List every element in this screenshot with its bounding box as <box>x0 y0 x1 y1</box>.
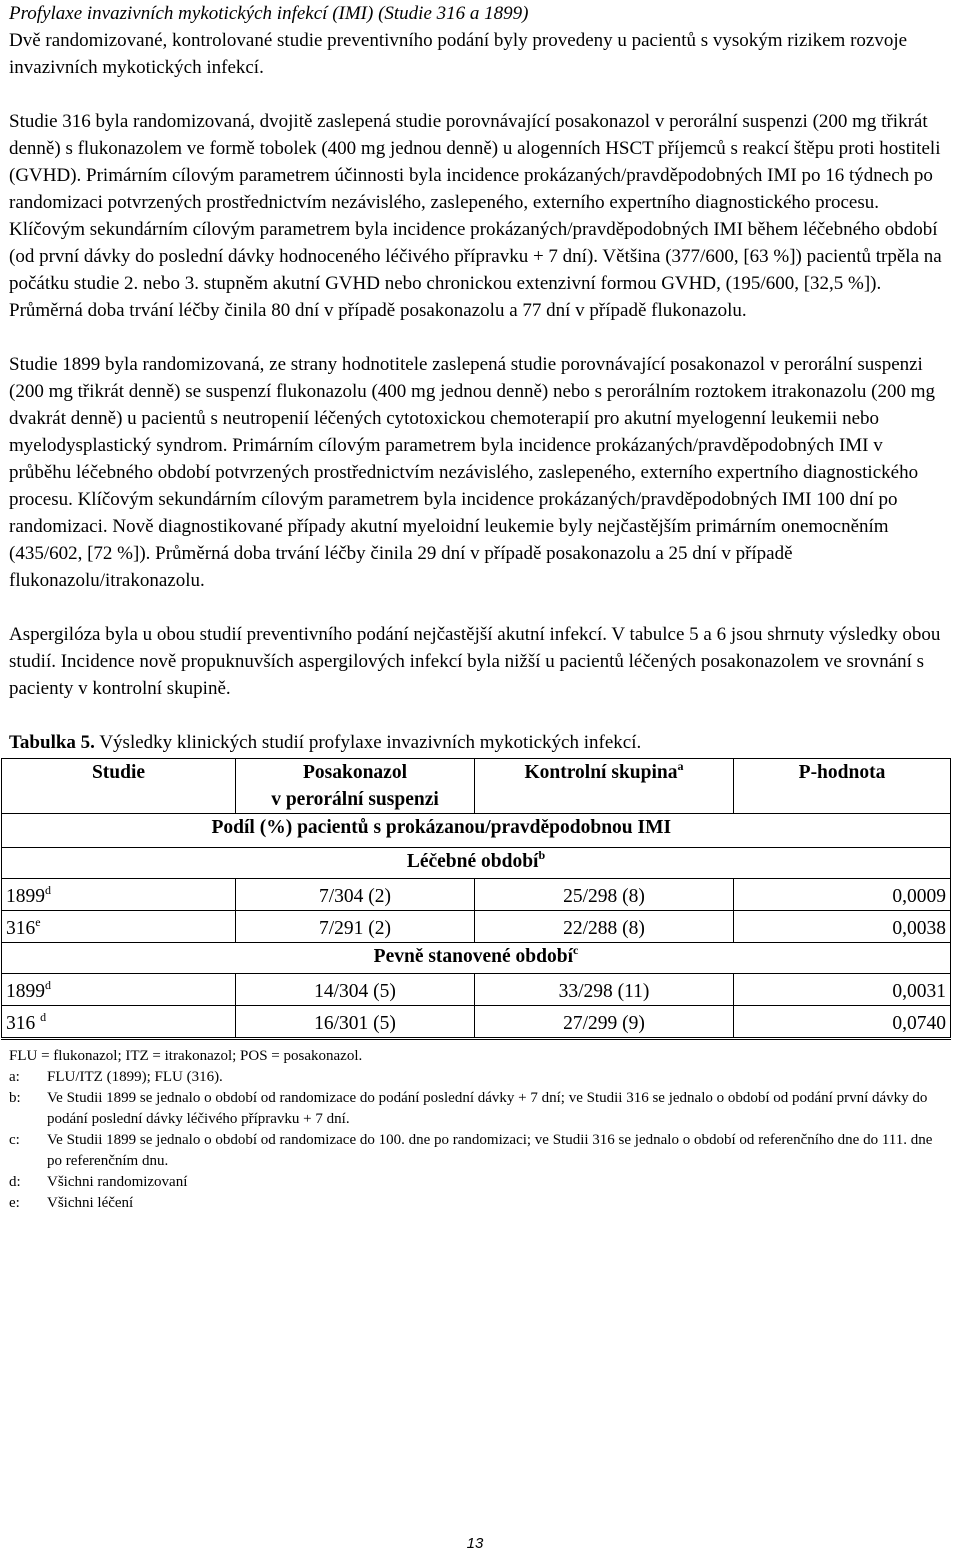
group-row-fixed <box>2 943 951 974</box>
section-intro: Dvě randomizované, kontrolované studie preventivního podání byly provedeny u pacientů s vysokým rizikem rozvoje invazivních mykotických infekcí. <box>9 30 908 78</box>
cell-posa: 14/304 (5) <box>236 974 475 1006</box>
cell-control: 27/299 (9) <box>475 1006 734 1039</box>
footnote-item: d: Všichni randomizovaní <box>9 1174 188 1190</box>
group-label-fixed: Pevně stanovené období$^c$ <box>2 943 951 974</box>
document-page <box>6 0 946 1214</box>
table-caption-label: Tabulka 5. <box>9 732 95 753</box>
cell-study: 316e <box>2 911 236 943</box>
group-label-treatment: Léčebné období$^b$ <box>2 848 951 879</box>
measure-row <box>2 814 951 848</box>
footnote-item: b: Ve Studii 1899 se jednalo o období od randomizace do podání poslední dávky + 7 dní; ve Studii 316 se jednalo o období od podání první dávky do podání poslední dávky léčivého přípravku + 7 dní. <box>9 1090 928 1127</box>
table-row <box>2 911 951 943</box>
paragraph-study-316: Studie 316 byla randomizovaná, dvojitě zaslepená studie porovnávající posakonazol v perorální suspenzi (200 mg třikrát denně) s flukonazolem ve formě tobolek (400 mg jednou denně) u alogenních HSCT příjemců s reakcí štěpu proti hostiteli (GVHD). Primárním cílovým parametrem účinnosti byla incidence prokázaných/pravděpodobných IMI po 16 týdnech po randomizaci potvrzených prostřednictvím nezávislého, zaslepeného, externího expertního diagnostického procesu. Klíčovým sekundárním cílovým parametrem byla incidence prokázaných/pravděpodobných IMI během léčebného období (od první dávky do poslední dávky hodnoceného léčivého přípravku + 7 dní). Většina (377/600, [63 %]) pacientů trpěla na počátku studie 2. nebo 3. stupněm akutní GVHD nebo chronickou extenzivní formou GVHD, (195/600, [32,5 %]). Průměrná doba trvání léčby činila 80 dní v případě posakonazolu a 77 dní v případě flukonazolu. <box>9 111 942 321</box>
table-row <box>2 879 951 911</box>
cell-study: 1899$^d$ <box>2 974 236 1006</box>
table-header-row <box>2 759 951 814</box>
cell-control: 33/298 (11) <box>475 974 734 1006</box>
page-number: 13 <box>466 1535 484 1552</box>
table-row <box>2 974 951 1006</box>
cell-posa: 16/301 (5) <box>236 1006 475 1039</box>
header-control: Kontrolní skupina$^a$ <box>475 759 734 814</box>
cell-study: 316 $^d$ <box>2 1006 236 1039</box>
header-pvalue: P-hodnota <box>734 759 951 814</box>
section-title: Profylaxe invazivních mykotických infekcí (IMI) (Studie 316 a 1899) <box>9 3 529 24</box>
table-row <box>2 1006 951 1039</box>
footnote-abbreviations: FLU = flukonazol; ITZ = itrakonazol; POS = posakonazol. <box>9 1048 363 1064</box>
footnote-item: a: FLU/ITZ (1899); FLU (316). <box>9 1069 223 1085</box>
paragraph-study-1899: Studie 1899 byla randomizovaná, ze strany hodnotitele zaslepená studie porovnávající posakonazol v perorální suspenzi (200 mg třikrát denně) se suspenzí flukonazolu (400 mg jednou denně) nebo s perorálním roztokem itrakonazolu (200 mg dvakrát denně) u pacientů s neutropenií léčených cytotoxickou chemoterapií pro akutní myelogenní leukemii nebo myelodysplastický syndrom. Primárním cílovým parametrem byla incidence prokázaných/pravděpodobných IMI v průběhu léčebného období potvrzených prostřednictvím nezávislého, zaslepeného, externího expertního diagnostického procesu. Klíčovým sekundárním cílovým parametrem byla incidence prokázaných/pravděpodobných IMI 100 dní po randomizaci. Nově diagnostikované případy akutní myeloidní leukemie byly nejčastějším primárním onemocněním (435/602, [72 %]). Průměrná doba trvání léčby činila 29 dní v případě posakonazolu a 25 dní v případě flukonazolu/itrakonazolu. <box>9 354 935 591</box>
table-caption-text: Výsledky klinických studií profylaxe invazivních mykotických infekcí. <box>94 732 642 753</box>
table-footnotes <box>9 1046 944 1214</box>
footnote-item: e: Všichni léčení <box>9 1195 134 1211</box>
cell-study: 1899$^d$ <box>2 879 236 911</box>
cell-pvalue: 0,0009 <box>734 879 951 911</box>
measure-label: Podíl (%) pacientů s prokázanou/pravděpodobnou IMI <box>236 814 951 848</box>
paragraph-aspergillosis: Aspergilóza byla u obou studií preventivního podání nejčastější akutní infekcí. V tabulce 5 a 6 jsou shrnuty výsledky obou studií. Incidence nově propuknuvších aspergilových infekcí byla nižší u pacientů léčených posakonazolem ve srovnání s pacienty v kontrolní skupině. <box>9 624 941 699</box>
cell-posa: 7/291 (2) <box>236 911 475 943</box>
table-caption <box>9 729 944 756</box>
header-posaconazole: Posakonazol v perorální suspenzi <box>236 759 475 814</box>
cell-posa: 7/304 (2) <box>236 879 475 911</box>
header-study: Studie <box>2 759 236 814</box>
results-table <box>1 758 951 1040</box>
cell-pvalue: 0,0038 <box>734 911 951 943</box>
group-row-treatment <box>2 848 951 879</box>
cell-control: 22/288 (8) <box>475 911 734 943</box>
cell-pvalue: 0,0740 <box>734 1006 951 1039</box>
cell-control: 25/298 (8) <box>475 879 734 911</box>
footnote-item: c: Ve Studii 1899 se jednalo o období od randomizace do 100. dne po randomizaci; ve Studii 316 se jednalo o období od referenčního dne do 111. dne po referenčním dnu. <box>9 1132 933 1169</box>
cell-pvalue: 0,0031 <box>734 974 951 1006</box>
